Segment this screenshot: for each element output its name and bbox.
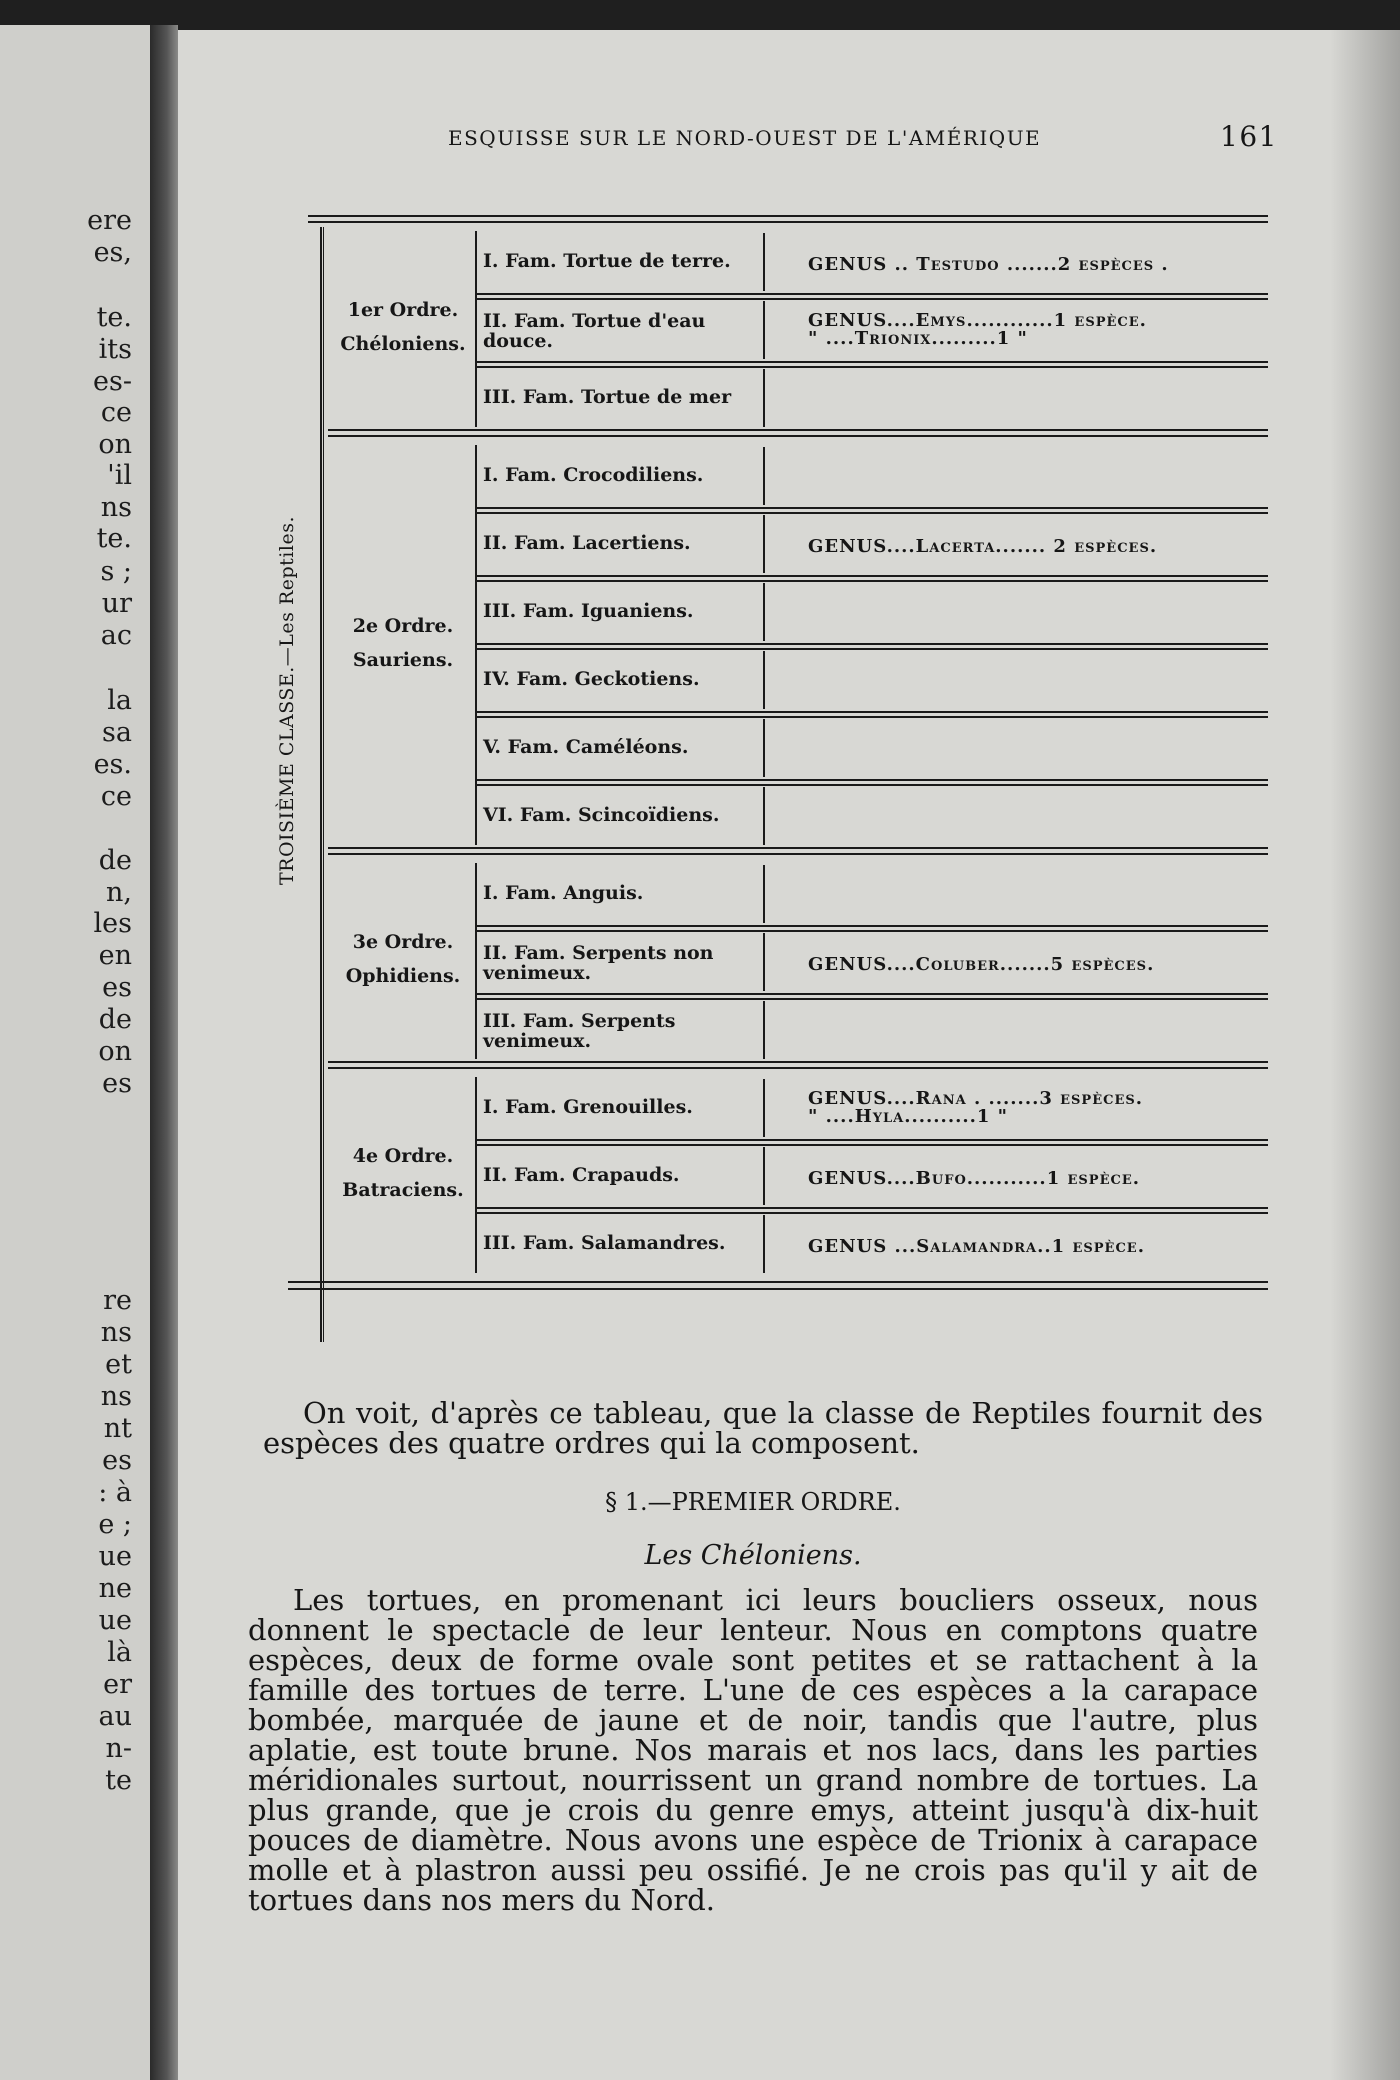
family-name: I. Fam. Tortue de terre. — [483, 250, 731, 272]
family-genus-divider — [763, 651, 765, 709]
order-number: 4e Ordre. — [352, 1145, 454, 1167]
family-name: III. Fam. Tortue de mer — [483, 386, 732, 408]
running-title: ESQUISSE SUR LE NORD-OUEST DE L'AMÉRIQUE — [448, 126, 1042, 150]
family-name: III. Fam. Serpents venimeux. — [483, 1010, 676, 1052]
family-rule — [477, 512, 1268, 514]
genus-entry: GENUS....Rana . .......3 espèces. — [808, 1088, 1144, 1109]
order-number: 3e Ordre. — [352, 931, 454, 953]
facing-page-word: la — [107, 685, 132, 716]
facing-page-word: es, — [93, 237, 132, 268]
book-page — [178, 30, 1400, 2080]
family-rule — [477, 998, 1268, 1000]
family-genus-divider — [763, 233, 765, 291]
family-name: II. Fam. Crapauds. — [483, 1164, 680, 1186]
family-rule — [477, 507, 1268, 509]
class-brace — [323, 227, 324, 1342]
family-genus-divider — [763, 719, 765, 777]
facing-page-word: es- — [93, 366, 132, 397]
body-paragraph: Les tortues, en promenant ici leurs boucliers osseux, nous donnent le spectacle de leur lenteur. Nous en comptons quatre espèces, deux de forme ovale sont petites et se rattachent à la famille des tortues de terre. L'une de ces espèces a la carapace bombée, marquée de jaune et de noir, tandis que l'autre, plus aplatie, est toute brune. Nos marais et nos lacs, dans les parties méridionales surtout, nourrissent un grand nombre de tortues. La plus grande, que je crois du genre emys, atteint jusqu'à dix-huit pouces de diamètre. Nous avons une espèce de Trionix à carapace molle et à plastron aussi peu ossifié. Je ne crois pas qu'il y ait de tortues dans nos mers du Nord. — [248, 1583, 1258, 1917]
facing-page-word: nt — [103, 1413, 132, 1444]
order-name: Chéloniens. — [340, 333, 466, 355]
facing-page-word: on — [98, 1036, 132, 1067]
facing-page-word: es — [102, 1068, 132, 1099]
family-genus-divider — [763, 369, 765, 427]
facing-page-word: ce — [100, 781, 132, 812]
order-number: 2e Ordre. — [352, 615, 454, 637]
facing-page-word: ue — [98, 1605, 132, 1636]
class-label-text: TROISIÈME CLASSE.—Les Reptiles. — [276, 516, 298, 885]
section-subheading: Les Chéloniens. — [644, 1540, 862, 1571]
genus-entry: " ....Hyla..........1 " — [808, 1106, 1009, 1127]
family-rule — [477, 716, 1268, 718]
family-rule — [477, 648, 1268, 650]
family-name: III. Fam. Iguaniens. — [483, 600, 694, 622]
facing-page-word: les — [93, 908, 132, 939]
order-label — [328, 293, 478, 361]
family-name: III. Fam. Salamandres. — [483, 1232, 726, 1254]
facing-page-word: ur — [101, 588, 132, 619]
family-genus-divider — [763, 447, 765, 505]
family-genus-divider — [763, 515, 765, 573]
facing-page-word: te — [105, 1765, 132, 1796]
family-name: I. Fam. Crocodiliens. — [483, 464, 704, 486]
facing-page-word: : à — [98, 1477, 132, 1508]
family-rule — [477, 784, 1268, 786]
facing-page-word: te. — [96, 523, 132, 554]
family-genus-divider — [763, 583, 765, 641]
class-brace — [320, 227, 322, 1342]
facing-page-word: ue — [98, 1541, 132, 1572]
facing-page-word: ce — [100, 397, 132, 428]
family-rule — [477, 293, 1268, 295]
genus-entry: GENUS....Bufo...........1 espèce. — [808, 1168, 1140, 1189]
table-top-rule — [308, 221, 1268, 223]
family-name: V. Fam. Caméléons. — [483, 736, 689, 758]
genus-entry: GENUS....Lacerta....... 2 espèces. — [808, 536, 1158, 557]
family-rule — [477, 711, 1268, 713]
family-rule — [477, 298, 1268, 300]
table-top-rule — [308, 215, 1268, 217]
family-rule — [477, 1212, 1268, 1214]
facing-page-word: n- — [105, 1733, 132, 1764]
facing-page-word: on — [98, 429, 132, 460]
facing-page-word: et — [105, 1349, 132, 1380]
facing-page-word: 'il — [107, 460, 132, 491]
page-edge-shadow — [1330, 30, 1400, 2080]
facing-page-word: re — [103, 1285, 132, 1316]
order-family-divider — [475, 1077, 477, 1273]
genus-entry: GENUS....Coluber.......5 espèces. — [808, 954, 1155, 975]
summary-paragraph: On voit, d'après ce tableau, que la classe de Reptiles fournit des espèces des quatre ordres qui la composent. — [263, 1396, 1263, 1460]
family-name: I. Fam. Anguis. — [483, 882, 644, 904]
table-bottom-rule — [288, 1281, 1268, 1283]
order-rule — [328, 429, 1268, 431]
family-genus-divider — [763, 1215, 765, 1273]
order-rule — [328, 1061, 1268, 1063]
family-rule — [477, 930, 1268, 932]
section-heading: § 1.—PREMIER ORDRE. — [605, 1488, 901, 1516]
family-genus-divider — [763, 865, 765, 923]
facing-page-word: s ; — [100, 556, 132, 587]
facing-page-word: sa — [102, 717, 132, 748]
family-genus-divider — [763, 301, 765, 359]
facing-page-word: ere — [87, 205, 132, 236]
order-name: Sauriens. — [352, 649, 454, 671]
genus-entry: GENUS .. Testudo .......2 espèces . — [808, 254, 1169, 275]
family-name: I. Fam. Grenouilles. — [483, 1096, 693, 1118]
order-rule — [328, 1067, 1268, 1069]
family-name: II. Fam. Tortue d'eau douce. — [483, 310, 706, 352]
facing-page-word: ns — [100, 492, 132, 523]
family-rule — [477, 1144, 1268, 1146]
facing-page-word: en — [98, 940, 132, 971]
family-rule — [477, 1207, 1268, 1209]
family-rule — [477, 580, 1268, 582]
family-rule — [477, 643, 1268, 645]
book-gutter — [150, 25, 178, 2080]
facing-page-word: n, — [106, 877, 132, 908]
order-number: 1er Ordre. — [347, 299, 459, 321]
facing-page-word: ns — [100, 1317, 132, 1348]
table-bottom-rule — [288, 1288, 1268, 1290]
family-rule — [477, 925, 1268, 927]
family-name: II. Fam. Lacertiens. — [483, 532, 691, 554]
order-rule — [328, 435, 1268, 437]
family-name: II. Fam. Serpents non venimeux. — [483, 942, 714, 984]
order-name: Ophidiens. — [345, 965, 461, 987]
facing-page-word: es — [102, 972, 132, 1003]
family-genus-divider — [763, 1001, 765, 1059]
order-rule — [328, 847, 1268, 849]
facing-page-word: e ; — [98, 1509, 132, 1540]
order-name: Batraciens. — [342, 1179, 464, 1201]
family-genus-divider — [763, 933, 765, 991]
facing-page-word: de — [98, 845, 132, 876]
genus-entry: GENUS ...Salamandra..1 espèce. — [808, 1236, 1145, 1257]
running-head — [448, 118, 1278, 158]
family-genus-divider — [763, 1147, 765, 1205]
facing-page-word: er — [103, 1669, 132, 1700]
order-label — [328, 609, 478, 677]
facing-page-word: es — [102, 1445, 132, 1476]
family-name: VI. Fam. Scincoïdiens. — [483, 804, 720, 826]
facing-page-word: te. — [96, 302, 132, 333]
facing-page-word: au — [98, 1701, 132, 1732]
family-rule — [477, 361, 1268, 363]
family-genus-divider — [763, 1079, 765, 1137]
family-genus-divider — [763, 787, 765, 845]
family-rule — [477, 366, 1268, 368]
order-family-divider — [475, 231, 477, 427]
family-rule — [477, 993, 1268, 995]
order-label — [328, 925, 478, 993]
family-rule — [477, 779, 1268, 781]
facing-page-word: its — [98, 334, 132, 365]
facing-page-word: là — [107, 1637, 132, 1668]
family-rule — [477, 1139, 1268, 1141]
family-name: IV. Fam. Geckotiens. — [483, 668, 700, 690]
facing-page-word: ac — [100, 620, 132, 651]
genus-entry: " ....Trionix.........1 " — [808, 328, 1028, 349]
order-label — [328, 1139, 478, 1207]
facing-page-word: es. — [93, 749, 132, 780]
family-rule — [477, 575, 1268, 577]
order-family-divider — [475, 863, 477, 1059]
facing-page-word: de — [98, 1004, 132, 1035]
facing-page-fragment — [0, 25, 150, 2080]
classification-table — [268, 215, 1268, 1355]
order-rule — [328, 853, 1268, 855]
genus-entry: GENUS....Emys............1 espèce. — [808, 310, 1147, 331]
facing-page-word: ns — [100, 1381, 132, 1412]
page-number: 161 — [1220, 120, 1278, 153]
facing-page-word: ne — [98, 1573, 132, 1604]
